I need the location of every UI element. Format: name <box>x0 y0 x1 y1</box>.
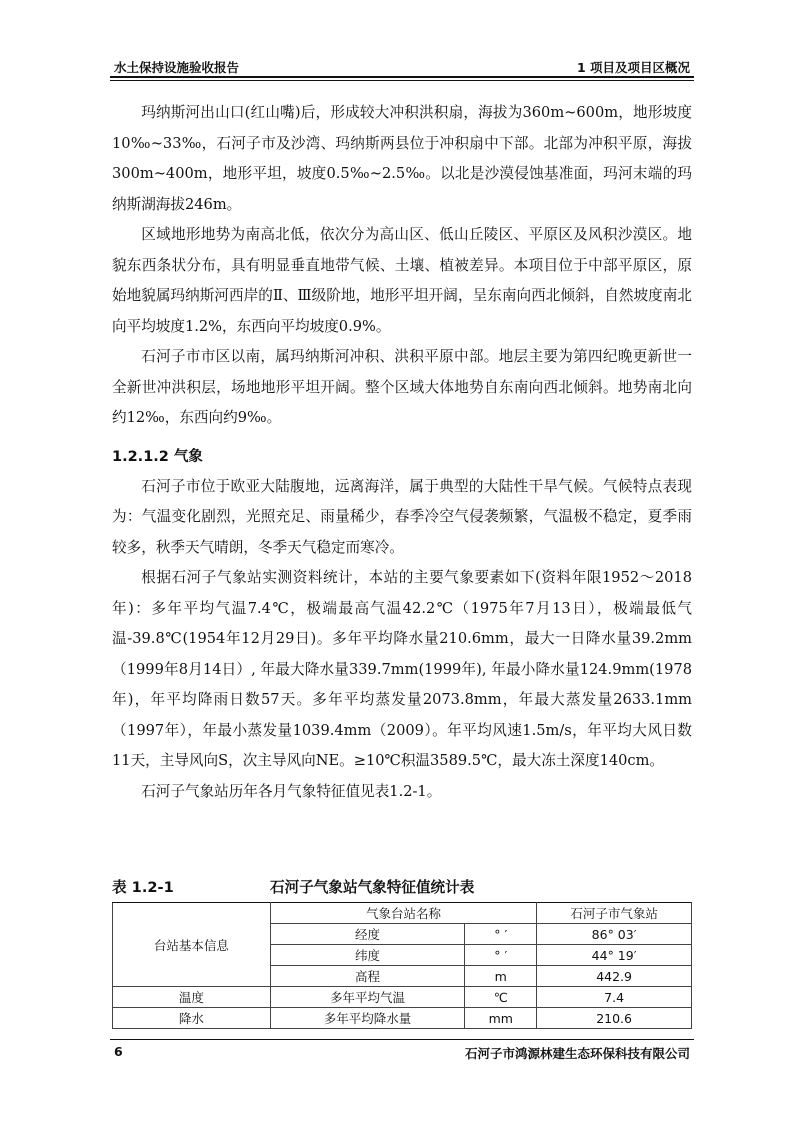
table-caption <box>112 874 692 898</box>
table-cell-unit: ° ′ <box>465 924 537 945</box>
table-row <box>113 1008 692 1029</box>
footer-rule <box>110 1039 694 1040</box>
table-cell-value: 7.4 <box>537 987 692 1008</box>
paragraph-terrain-1: 玛纳斯河出山口(红山嘴)后，形成较大冲积洪积扇，海拔为360m~600m，地形坡度10‰~33‰，石河子市及沙湾、玛纳斯两县位于冲积扇中下部。北部为冲积平原，海拔300m~400m，地形平坦，坡度0.5‰~2.5‰。以北是沙漠侵蚀基准面，玛河末端的玛纳斯湖海拔246m。 <box>112 104 692 213</box>
table-group-label: 台站基本信息 <box>113 903 271 987</box>
table-cell-item: 多年平均气温 <box>270 987 465 1008</box>
header-rule-thin <box>110 80 694 81</box>
table-row <box>113 903 692 924</box>
climate-table <box>112 902 692 1029</box>
body-text <box>112 98 692 807</box>
paragraph-climate-3: 石河子气象站历年各月气象特征值见表1.2-1。 <box>141 782 442 800</box>
table-cell-value: 86° 03′ <box>537 924 692 945</box>
table-cell-unit: mm <box>465 1008 537 1029</box>
header-report-title: 水土保持设施验收报告 <box>114 60 240 75</box>
table-cell-value: 44° 19′ <box>537 945 692 966</box>
table-cell-station-header: 气象台站名称 <box>270 903 537 924</box>
footer-company-name: 石河子市鸿源林建生态环保科技有限公司 <box>464 1046 690 1061</box>
table-cell-unit: ° ′ <box>465 945 537 966</box>
paragraph-terrain-2: 区域地形地势为南高北低，依次分为高山区、低山丘陵区、平原区及风积沙漠区。地貌东西条状分布，具有明显垂直地带气候、土壤、植被差异。本项目位于中部平原区，原始地貌属玛纳斯河西岸的Ⅱ、Ⅲ级阶地，地形平坦开阔，呈东南向西北倾斜，自然坡度南北向平均坡度1.2%，东西向平均坡度0.9%。 <box>112 226 692 335</box>
table-cell-station-name: 石河子市气象站 <box>537 903 692 924</box>
table-cell-value: 210.6 <box>537 1008 692 1029</box>
table-cell-value: 442.9 <box>537 966 692 987</box>
table-cell-unit: m <box>465 966 537 987</box>
page-header <box>110 54 694 76</box>
table-row <box>113 987 692 1008</box>
table-cell-item: 纬度 <box>270 945 465 966</box>
table-cell-item: 高程 <box>270 966 465 987</box>
table-cell-category: 温度 <box>113 987 271 1008</box>
paragraph-climate-1: 石河子市位于欧亚大陆腹地，远离海洋，属于典型的大陆性干旱气候。气候特点表现为：气温变化剧烈，光照充足、雨量稀少，春季冷空气侵袭频繁，气温极不稳定，夏季雨较多，秋季天气晴朗，冬季天气稳定而寒冷。 <box>112 477 692 556</box>
paragraph-terrain-3: 石河子市市区以南，属玛纳斯河冲积、洪积平原中部。地层主要为第四纪晚更新世一全新世冲洪积层，场地地形平坦开阔。整个区域大体地势自东南向西北倾斜。地势南北向约12‰，东西向约9‰。 <box>112 348 692 426</box>
table-cell-unit: ℃ <box>465 987 537 1008</box>
table-cell-category: 降水 <box>113 1008 271 1029</box>
table-title: 石河子气象站气象特征值统计表 <box>270 879 475 896</box>
section-heading-climate: 1.2.1.2 气象 <box>112 448 203 465</box>
page-footer <box>110 1042 694 1062</box>
table-number: 表 1.2-1 <box>112 879 174 896</box>
page-number: 6 <box>114 1044 123 1059</box>
paragraph-climate-2: 根据石河子气象站实测资料统计，本站的主要气象要素如下(资料年限1952～2018年)：多年平均气温7.4℃，极端最高气温42.2℃（1975年7月13日），极端最低气温-39.8℃(1954年12月29日)。多年平均降水量210.6mm，最大一日降水量39.2mm（1999年8月14日）, 年最大降水量339.7mm(1999年), 年最小降水量124.9mm(1978年)，年平均降雨日数57天。多年平均蒸发量2073.8mm，年最大蒸发量2633.1mm（1997年），年最小蒸发量1039.4mm（2009）。年平均风速1.5m/s，年平均大风日数11天，主导风向S，次主导风向NE。≥10℃积温3589.5℃，最大冻土深度140cm。 <box>112 569 692 769</box>
table-cell-item: 经度 <box>270 924 465 945</box>
table-cell-item: 多年平均降水量 <box>270 1008 465 1029</box>
header-rule-thick <box>110 76 694 78</box>
header-chapter-title: 1 项目及项目区概况 <box>576 60 690 75</box>
